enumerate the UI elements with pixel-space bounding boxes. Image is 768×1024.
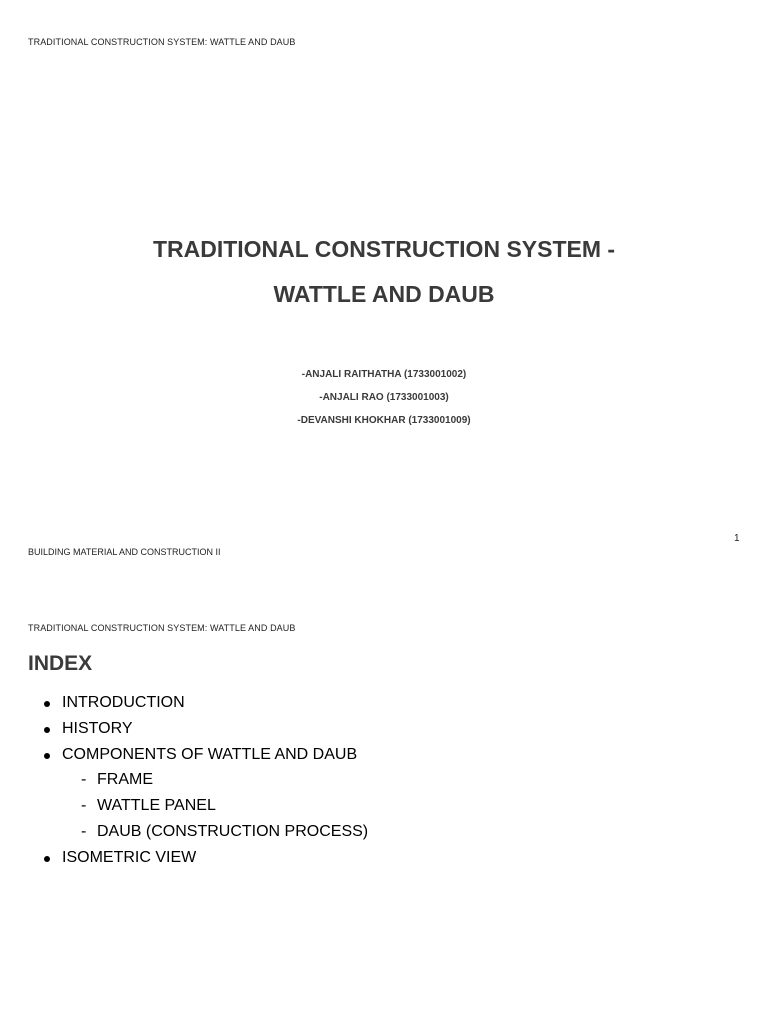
index-subitem-daub [44,819,644,845]
author-line: -ANJALI RAO (1733001003) [319,392,449,403]
index-heading: INDEX [28,652,93,675]
index-subitem-wattle-panel [44,793,644,819]
index-item-isometric-view [44,845,644,871]
index-list [44,690,644,871]
index-item-label: INTRODUCTION [62,694,185,711]
author-line: -DEVANSHI KHOKHAR (1733001009) [297,415,471,426]
index-item-history [44,716,644,742]
dash-marker: - [81,797,87,815]
author-list [0,363,768,432]
bullet-icon [44,701,50,707]
author-line: -ANJALI RAITHATHA (1733001002) [301,369,467,380]
page1-running-header: TRADITIONAL CONSTRUCTION SYSTEM: WATTLE AND DAUB [28,37,296,47]
bullet-icon [44,753,50,759]
page-number: 1 [734,533,740,544]
dash-marker: - [81,822,87,840]
document-title-line2: WATTLE AND DAUB [273,281,495,307]
page2-running-header: TRADITIONAL CONSTRUCTION SYSTEM: WATTLE AND DAUB [28,623,296,633]
dash-marker: - [81,771,87,789]
index-item-label: ISOMETRIC VIEW [62,848,197,866]
page1-running-footer: BUILDING MATERIAL AND CONSTRUCTION II [28,547,221,557]
bullet-icon [44,856,50,862]
index-subitem-frame [44,767,644,793]
document-title-line1: TRADITIONAL CONSTRUCTION SYSTEM - [152,236,616,262]
index-item-label: COMPONENTS OF WATTLE AND DAUB [62,745,358,763]
index-subitem-label: FRAME [97,771,153,789]
index-item-label: HISTORY [62,719,133,737]
index-item-components [44,742,644,768]
index-subitem-label: WATTLE PANEL [97,797,216,815]
bullet-icon [44,727,50,733]
index-item-introduction [44,690,644,716]
index-subitem-label: DAUB (CONSTRUCTION PROCESS) [97,822,369,840]
